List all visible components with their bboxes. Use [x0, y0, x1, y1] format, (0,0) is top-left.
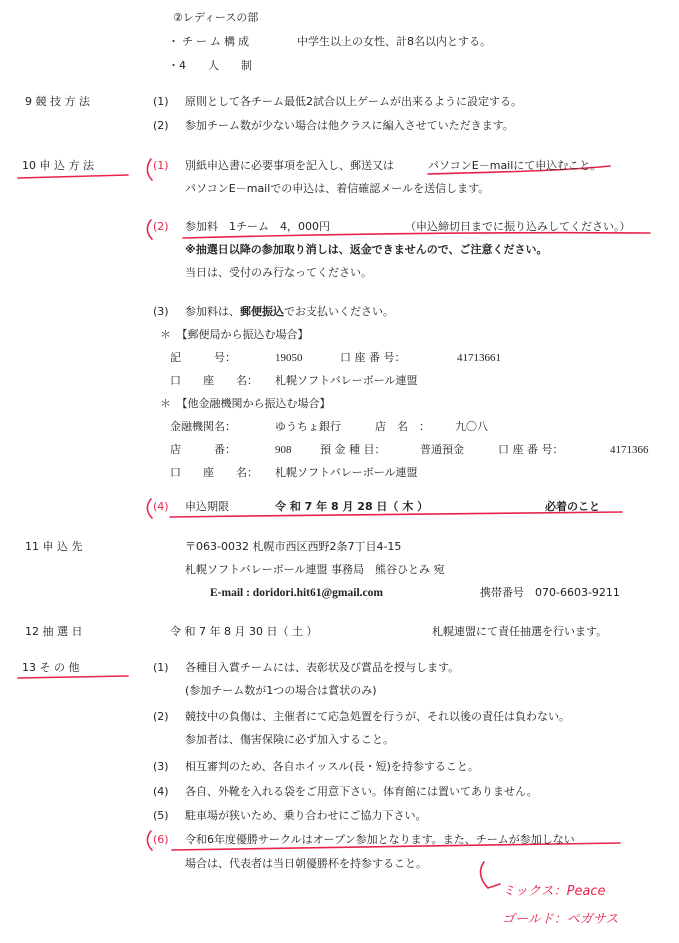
s10-item-2-warning: ※抽選日以降の参加取り消しは、返金できませんので、ご注意ください。 [185, 243, 548, 256]
s13-item-num: (6) [153, 833, 169, 846]
bank-name-value: ゆうちょ銀行 [275, 420, 341, 433]
s9-item-1-num: (1) [153, 95, 169, 108]
section-10-heading: 10 申 込 方 法 [22, 159, 94, 172]
s13-item-line: (参加チーム数が1つの場合は賞状のみ) [185, 684, 377, 697]
postal-name-value: 札幌ソフトバレーボール連盟 [275, 374, 418, 387]
s10-item-3-text: 参加料は、郵便振込でお支払いください。 [185, 305, 394, 318]
bracket-mark-10-4 [147, 499, 152, 518]
s10-item-4-num: (4) [153, 500, 169, 513]
deposit-type-value: 普通預金 [420, 443, 464, 456]
bank-account-value: 4171366 [610, 444, 649, 456]
branch-name-label: 店 名 ： [375, 420, 430, 433]
s13-item-num: (5) [153, 809, 169, 822]
s10-item-2-num: (2) [153, 220, 169, 233]
arrow-annotation [481, 862, 500, 888]
deadline-date: 令 和 7 年 8 月 28 日（ 木 ） [275, 500, 429, 513]
lottery-date: 令 和 7 年 8 月 30 日（ 土 ） [170, 625, 318, 638]
s10-item-3-num: (3) [153, 305, 169, 318]
women-section-title: ②レディースの部 [173, 11, 259, 24]
bank-holder-label: 口 座 名： [170, 466, 258, 479]
team-composition-text: 中学生以上の女性、計8名以内とする。 [297, 35, 491, 48]
s13-item-line: 各種目入賞チームには、表彰状及び賞品を授与します。 [185, 661, 460, 674]
handwritten-gold-winner: ゴールド：ペガサス [502, 912, 619, 927]
s10-item-2-fee: 参加料 1チーム 4，000円 [185, 220, 330, 233]
postal-name-label: 口 座 名： [170, 374, 258, 387]
postal-symbol-label: 記 号： [170, 351, 236, 364]
s9-item-2-num: (2) [153, 119, 169, 132]
bank-name-label: 金融機関名： [170, 420, 236, 433]
bank-account-label: 口 座 番 号： [498, 443, 564, 456]
postal-symbol-value: 19050 [275, 352, 303, 364]
s13-item-line: 駐車場が狭いため、乗り合わせにご協力下さい。 [185, 809, 427, 822]
team-composition-label: ・チーム構成 [168, 35, 252, 48]
deadline-note: 必着のこと [545, 500, 600, 513]
s13-item-line: 令和6年度優勝サークルはオープン参加となります。また、チームが参加しない [185, 833, 575, 846]
bracket-mark-10-1 [147, 159, 152, 180]
contact-phone: 携帯番号 070-6603-9211 [480, 586, 620, 599]
s10-item-2-day: 当日は、受付のみ行なってください。 [185, 266, 372, 279]
s13-item-line: 相互審判のため、各自ホイッスル(長・短)を持参すること。 [185, 760, 479, 773]
lottery-text: 札幌連盟にて責任抽選を行います。 [432, 625, 608, 638]
section-13-heading: 13 そ の 他 [22, 661, 80, 674]
branch-name-value: 九〇八 [455, 420, 488, 433]
postal-transfer-heading: ＊ 【郵便局から振込む場合】 [160, 328, 309, 341]
bracket-mark-13-6 [147, 831, 152, 850]
bank-transfer-heading: ＊ 【他金融機関から振込む場合】 [160, 397, 331, 410]
deposit-type-label: 預 金 種 目： [320, 443, 386, 456]
s13-item-num: (1) [153, 661, 169, 674]
contact-address: 〒063-0032 札幌市西区西野2条7丁目4-15 [185, 540, 402, 553]
s9-item-1-text: 原則として各チーム最低2試合以上ゲームが出来るように設定する。 [185, 95, 522, 108]
s13-item-line: 参加者は、傷害保険に必ず加入すること。 [185, 733, 394, 746]
underline-section-13 [18, 676, 128, 678]
s10-item-1-num: (1) [153, 159, 169, 172]
s13-item-line: 場合は、代表者は当日朝優勝杯を持参すること。 [185, 857, 427, 870]
s10-item-1-line2: パソコンE－mailでの申込は、着信確認メールを送信します。 [185, 182, 490, 195]
deadline-label: 申込期限 [185, 500, 229, 513]
format-label: ・4 人 制 [168, 59, 252, 72]
contact-email: E-mail : doridori.hit61@gmail.com [210, 587, 383, 599]
handwritten-mix-winner: ミックス：Peace [502, 884, 606, 899]
s13-item-num: (4) [153, 785, 169, 798]
bank-holder-value: 札幌ソフトバレーボール連盟 [275, 466, 418, 479]
s10-item-1-line1a: 別紙申込書に必要事項を記入し、郵送又は [185, 159, 394, 172]
section-12-heading: 12 抽 選 日 [25, 625, 83, 638]
bracket-mark-10-2 [147, 220, 152, 239]
s10-item-1-line1b: パソコンE－mailにて申込むこと。 [428, 159, 602, 172]
section-11-heading: 11 申 込 先 [25, 540, 83, 553]
s13-item-line: 競技中の負傷は、主催者にて応急処置を行うが、それ以後の責任は負わない。 [185, 710, 570, 723]
s13-item-num: (3) [153, 760, 169, 773]
postal-account-label: 口 座 番 号： [340, 351, 406, 364]
s13-item-num: (2) [153, 710, 169, 723]
underline-section-10 [18, 175, 128, 178]
store-number-label: 店 番： [170, 443, 236, 456]
s9-item-2-text: 参加チーム数が少ない場合は他クラスに編入させていただきます。 [185, 119, 514, 132]
store-number-value: 908 [275, 444, 292, 456]
s13-item-line: 各自、外靴を入れる袋をご用意下さい。体育館には置いてありません。 [185, 785, 538, 798]
postal-account-value: 41713661 [457, 352, 501, 364]
section-9-heading: 9 競 技 方 法 [25, 95, 90, 108]
contact-office: 札幌ソフトバレーボール連盟 事務局 熊谷ひとみ 宛 [185, 563, 445, 576]
s10-item-2-note: （申込締切日までに振り込みしてください。） [405, 220, 631, 233]
